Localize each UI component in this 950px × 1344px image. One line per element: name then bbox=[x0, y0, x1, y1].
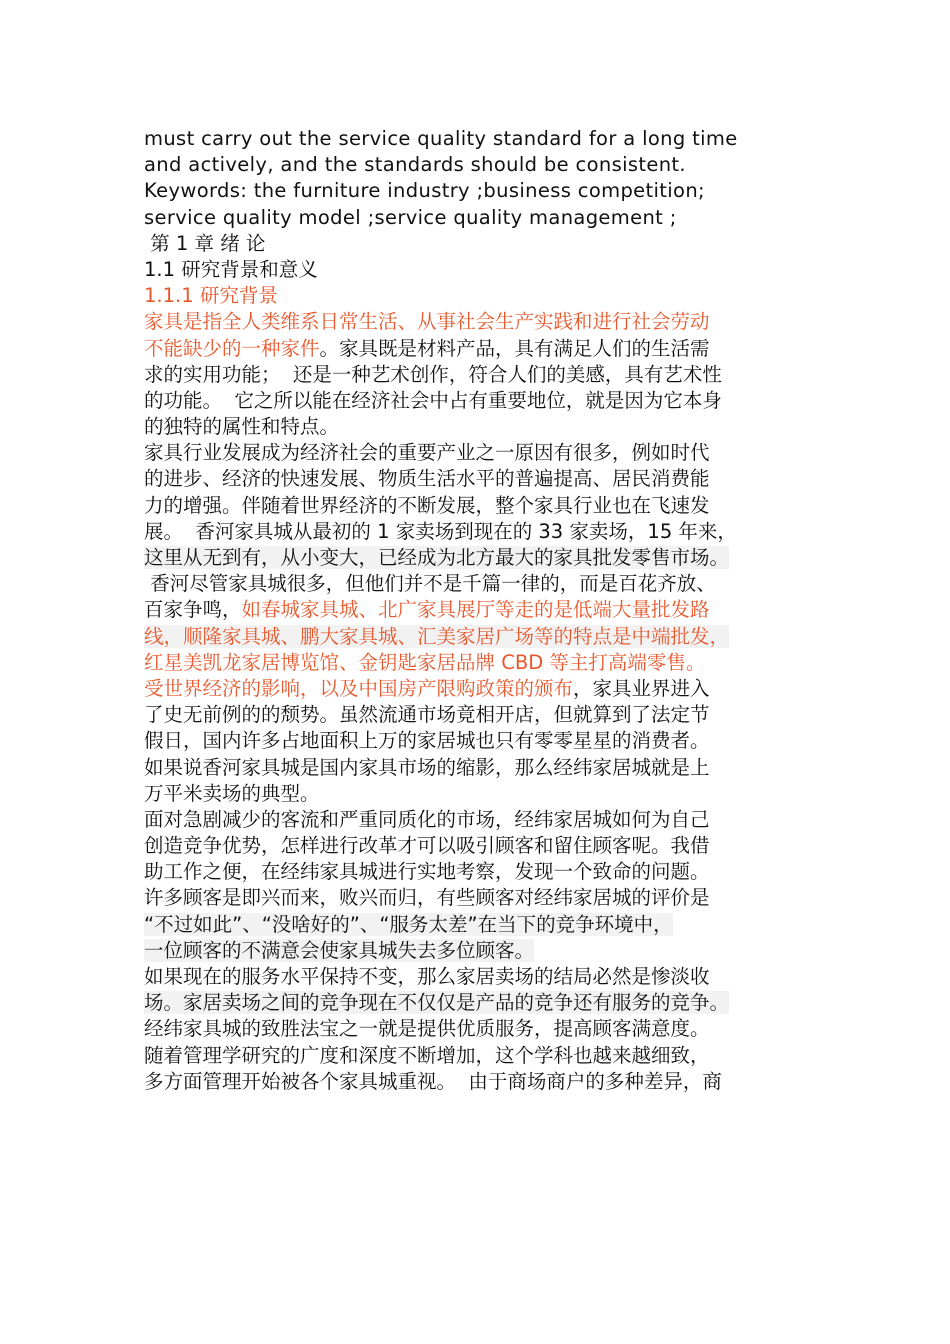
paragraph-line: 力的增强。伴随着世界经济的不断发展，整个家具行业也在飞速发 bbox=[144, 493, 710, 517]
highlighted-text: 线，顺隆家具城、鹏大家具城、汇美家居广场等的特点是中端批发， bbox=[144, 624, 730, 648]
highlighted-text: 如春城家具城、北广家具展厅等走的是低端大量批发路 bbox=[241, 598, 710, 622]
paragraph-line bbox=[144, 912, 816, 938]
paragraph-line: 面对急剧减少的客流和严重同质化的市场，经纬家居城如何为自己 bbox=[144, 807, 710, 831]
paragraph-line: 了史无前例的的颓势。虽然流通市场竟相开店，但就算到了法定节 bbox=[144, 703, 710, 727]
paragraph-line bbox=[144, 597, 816, 623]
paragraph-line: 创造竞争优势，怎样进行改革才可以吸引顾客和留住顾客呢。我借 bbox=[144, 834, 710, 858]
paragraph-line: 求的实用功能； 还是一种艺术创作，符合人们的美感，具有艺术性 bbox=[144, 362, 722, 386]
keywords-line: Keywords: the furniture industry ;business competition; bbox=[144, 179, 705, 203]
paragraph-line: 红星美凯龙家居博览馆、金钥匙家居品牌 CBD 等主打高端零售。 bbox=[144, 650, 706, 674]
paragraph-text: 这里从无到有，从小变大，已经成为北方最大的家具批发零售市场。 bbox=[144, 546, 730, 569]
paragraph-line: 随着管理学研究的广度和深度不断增加，这个学科也越来越细致， bbox=[144, 1043, 710, 1067]
paragraph-line: 万平米卖场的典型。 bbox=[144, 781, 320, 805]
paragraph-line: 如果现在的服务水平保持不变，那么家居卖场的结局必然是惨淡收 bbox=[144, 965, 710, 988]
highlighted-text: 不能缺少的一种家件 bbox=[144, 336, 320, 360]
paragraph-line: 家具是指全人类维系日常生活、从事社会生产实践和进行社会劳动 bbox=[144, 310, 710, 334]
paragraph-text: ，家具业界进入 bbox=[573, 676, 710, 700]
section-title: 1.1 研究背景和意义 bbox=[144, 257, 318, 281]
paragraph-line bbox=[144, 624, 816, 650]
paragraph-line: 的独特的属性和特点。 bbox=[144, 415, 340, 439]
paragraph-line bbox=[144, 545, 816, 571]
paragraph-text: 。家具既是材料产品，具有满足人们的生活需 bbox=[319, 336, 710, 360]
paragraph-line: 假日，国内许多占地面积上万的家居城也只有零零星星的消费者。 bbox=[144, 729, 710, 753]
paragraph-line: 家具行业发展成为经济社会的重要产业之一原因有很多，例如时代 bbox=[144, 441, 710, 465]
paragraph-line: 的功能。 它之所以能在经济社会中占有重要地位，就是因为它本身 bbox=[144, 388, 722, 412]
paragraph-line: 经纬家具城的致胜法宝之一就是提供优质服务，提高顾客满意度。 bbox=[144, 1017, 710, 1041]
paragraph-line bbox=[144, 938, 816, 964]
paragraph-line bbox=[144, 676, 816, 702]
paragraph-text: 场。家居卖场之间的竞争现在不仅仅是产品的竞争还有服务的竞争。 bbox=[144, 991, 730, 1015]
subsection-title: 1.1.1 研究背景 bbox=[144, 284, 278, 308]
paragraph-text: 一位顾客的不满意会使家具城失去多位顾客。 bbox=[144, 938, 535, 962]
paragraph-line: 展。 香河家具城从最初的 1 家卖场到现在的 33 家卖场，15 年来， bbox=[144, 519, 737, 543]
highlighted-text: 受世界经济的影响，以及中国房产限购政策的颁布 bbox=[144, 676, 574, 700]
paragraph-line: 多方面管理开始被各个家具城重视。 由于商场商户的多种差异，商 bbox=[144, 1069, 722, 1093]
chapter-title: 第 1 章 绪 论 bbox=[144, 231, 266, 255]
paragraph-line: 许多顾客是即兴而来，败兴而归，有些顾客对经纬家居城的评价是 bbox=[144, 886, 710, 910]
keywords-line: service quality model ;service quality management ; bbox=[144, 205, 677, 229]
paragraph-text: 百家争鸣， bbox=[144, 598, 242, 622]
document-page bbox=[144, 126, 816, 1095]
abstract-line: must carry out the service quality standard for a long time bbox=[144, 127, 738, 150]
paragraph-line: 的进步、经济的快速发展、物质生活水平的普遍提高、居民消费能 bbox=[144, 467, 710, 491]
paragraph-text: “不过如此”、“没啥好的”、“服务太差”在当下的竞争环境中， bbox=[144, 912, 673, 936]
paragraph-line bbox=[144, 336, 816, 362]
abstract-line: and actively, and the standards should be consistent. bbox=[144, 153, 686, 177]
paragraph-line: 香河尽管家具城很多，但他们并不是千篇一律的，而是百花齐放、 bbox=[144, 572, 716, 596]
paragraph-line: 如果说香河家具城是国内家具市场的缩影，那么经纬家居城就是上 bbox=[144, 755, 710, 779]
paragraph-line bbox=[144, 990, 816, 1016]
paragraph-line: 助工作之便，在经纬家具城进行实地考察，发现一个致命的问题。 bbox=[144, 860, 710, 884]
